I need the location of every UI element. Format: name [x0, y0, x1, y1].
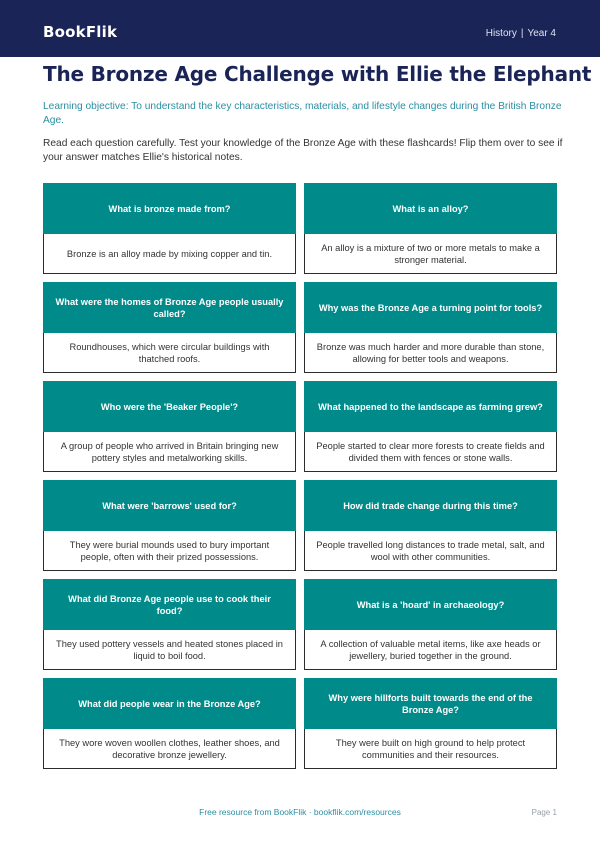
- flashcard-answer: People started to clear more forests to create fields and divided them with fences or stone walls.: [304, 432, 557, 472]
- flashcard[interactable]: [304, 579, 557, 670]
- flashcard-answer: Bronze is an alloy made by mixing copper and tin.: [43, 234, 296, 274]
- flashcard-answer: An alloy is a mixture of two or more metals to make a stronger material.: [304, 234, 557, 274]
- flashcard[interactable]: [43, 282, 296, 373]
- flashcard-question: What is bronze made from?: [43, 183, 296, 234]
- flashcard-grid: [43, 183, 557, 769]
- flashcard[interactable]: [43, 183, 296, 274]
- flashcard-question: What is a 'hoard' in archaeology?: [304, 579, 557, 630]
- flashcard-question: Why were hillforts built towards the end of the Bronze Age?: [304, 678, 557, 729]
- flashcard[interactable]: [304, 678, 557, 769]
- level-label: Year 4: [527, 28, 556, 39]
- flashcard-answer: They were built on high ground to help protect communities and their resources.: [304, 729, 557, 769]
- flashcard[interactable]: [304, 282, 557, 373]
- flashcard[interactable]: [304, 381, 557, 472]
- flashcard-question: What did people wear in the Bronze Age?: [43, 678, 296, 729]
- flashcard[interactable]: [304, 480, 557, 571]
- flashcard-answer: People travelled long distances to trade metal, salt, and wool with other communities.: [304, 531, 557, 571]
- flashcard-answer: A group of people who arrived in Britain bringing new pottery styles and metalworking skills.: [43, 432, 296, 472]
- flashcard[interactable]: [43, 579, 296, 670]
- meta-separator: |: [520, 28, 524, 39]
- flashcard-question: What happened to the landscape as farming grew?: [304, 381, 557, 432]
- flashcard-question: How did trade change during this time?: [304, 480, 557, 531]
- flashcard-question: What were 'barrows' used for?: [43, 480, 296, 531]
- flashcard-question: Who were the 'Beaker People'?: [43, 381, 296, 432]
- flashcard-answer: Roundhouses, which were circular buildings with thatched roofs.: [43, 333, 296, 373]
- page-title: The Bronze Age Challenge with Ellie the Elephant: [43, 62, 592, 86]
- flashcard-question: What did Bronze Age people use to cook their food?: [43, 579, 296, 630]
- flashcard[interactable]: [43, 381, 296, 472]
- flashcard-answer: A collection of valuable metal items, like axe heads or jewellery, buried together in the ground.: [304, 630, 557, 670]
- intro-text: Read each question carefully. Test your knowledge of the Bronze Age with these flashcards! Flip them over to see if your answer matches Ellie's historical notes.: [43, 138, 563, 163]
- flashcard-answer: They were burial mounds used to bury important people, often with their prized possessions.: [43, 531, 296, 571]
- flashcard[interactable]: [304, 183, 557, 274]
- flashcard-answer: They wore woven woollen clothes, leather shoes, and decorative bronze jewellery.: [43, 729, 296, 769]
- footer-credit[interactable]: Free resource from BookFlik · bookflik.com/resources: [199, 807, 401, 817]
- learning-objective: Learning objective: To understand the key characteristics, materials, and lifestyle changes during the British Bronze Age.: [43, 101, 562, 126]
- flashcard-question: What is an alloy?: [304, 183, 557, 234]
- flashcard[interactable]: [43, 480, 296, 571]
- flashcard[interactable]: [43, 678, 296, 769]
- flashcard-answer: They used pottery vessels and heated stones placed in liquid to boil food.: [43, 630, 296, 670]
- flashcard-question: Why was the Bronze Age a turning point for tools?: [304, 282, 557, 333]
- header-bar: [0, 0, 600, 57]
- brand-logo[interactable]: BookFlik: [43, 23, 118, 41]
- subject-label: History: [485, 28, 517, 39]
- header-meta: [486, 28, 556, 39]
- flashcard-answer: Bronze was much harder and more durable than stone, allowing for better tools and weapons.: [304, 333, 557, 373]
- flashcard-question: What were the homes of Bronze Age people usually called?: [43, 282, 296, 333]
- page-number: Page 1: [531, 808, 557, 817]
